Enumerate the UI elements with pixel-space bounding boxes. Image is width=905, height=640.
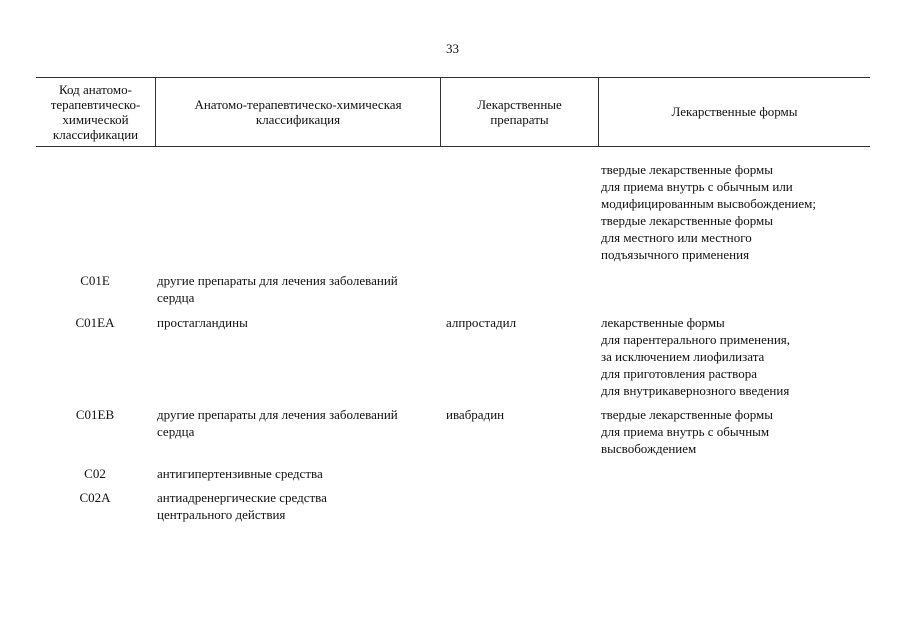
atc-code: C01EA xyxy=(75,315,115,330)
page-number: 33 xyxy=(446,41,459,56)
drug-name: ивабрадин xyxy=(446,407,505,422)
atc-classification: другие препараты для лечения заболеваний сердца xyxy=(157,273,398,305)
dosage-forms: твердые лекарственные формы для приема внутрь с обычным высвобождением xyxy=(601,407,773,456)
drug-name: алпростадил xyxy=(446,315,517,330)
atc-classification: другие препараты для лечения заболеваний сердца xyxy=(157,407,398,439)
atc-code: C01EB xyxy=(75,407,115,422)
header-code: Код анатомо- терапевтическо- химической классификации xyxy=(50,81,141,142)
header-drugs: Лекарственные препараты xyxy=(477,96,562,127)
header-classification: Анатомо-терапевтическо-химическая классификация xyxy=(194,96,402,127)
dosage-forms: лекарственные формы для парентерального применения, за исключением лиофилизата для приготовления раствора для внутрикавернозного введения xyxy=(601,315,791,398)
dosage-forms: твердые лекарственные формы для приема внутрь с обычным или модифицированным высвобождением; твердые лекарственные формы для местного или местного подъязычного применения xyxy=(601,162,816,262)
atc-code: C01E xyxy=(80,273,110,288)
atc-code: C02 xyxy=(84,466,106,481)
atc-classification: антиадренергические средства центрального действия xyxy=(157,490,327,522)
header-forms: Лекарственные формы xyxy=(671,104,798,119)
table-header-bottom-border xyxy=(36,146,870,147)
atc-classification: антигипертензивные средства xyxy=(157,466,323,481)
atc-code: C02A xyxy=(79,490,111,505)
atc-classification: простагландины xyxy=(157,315,248,330)
